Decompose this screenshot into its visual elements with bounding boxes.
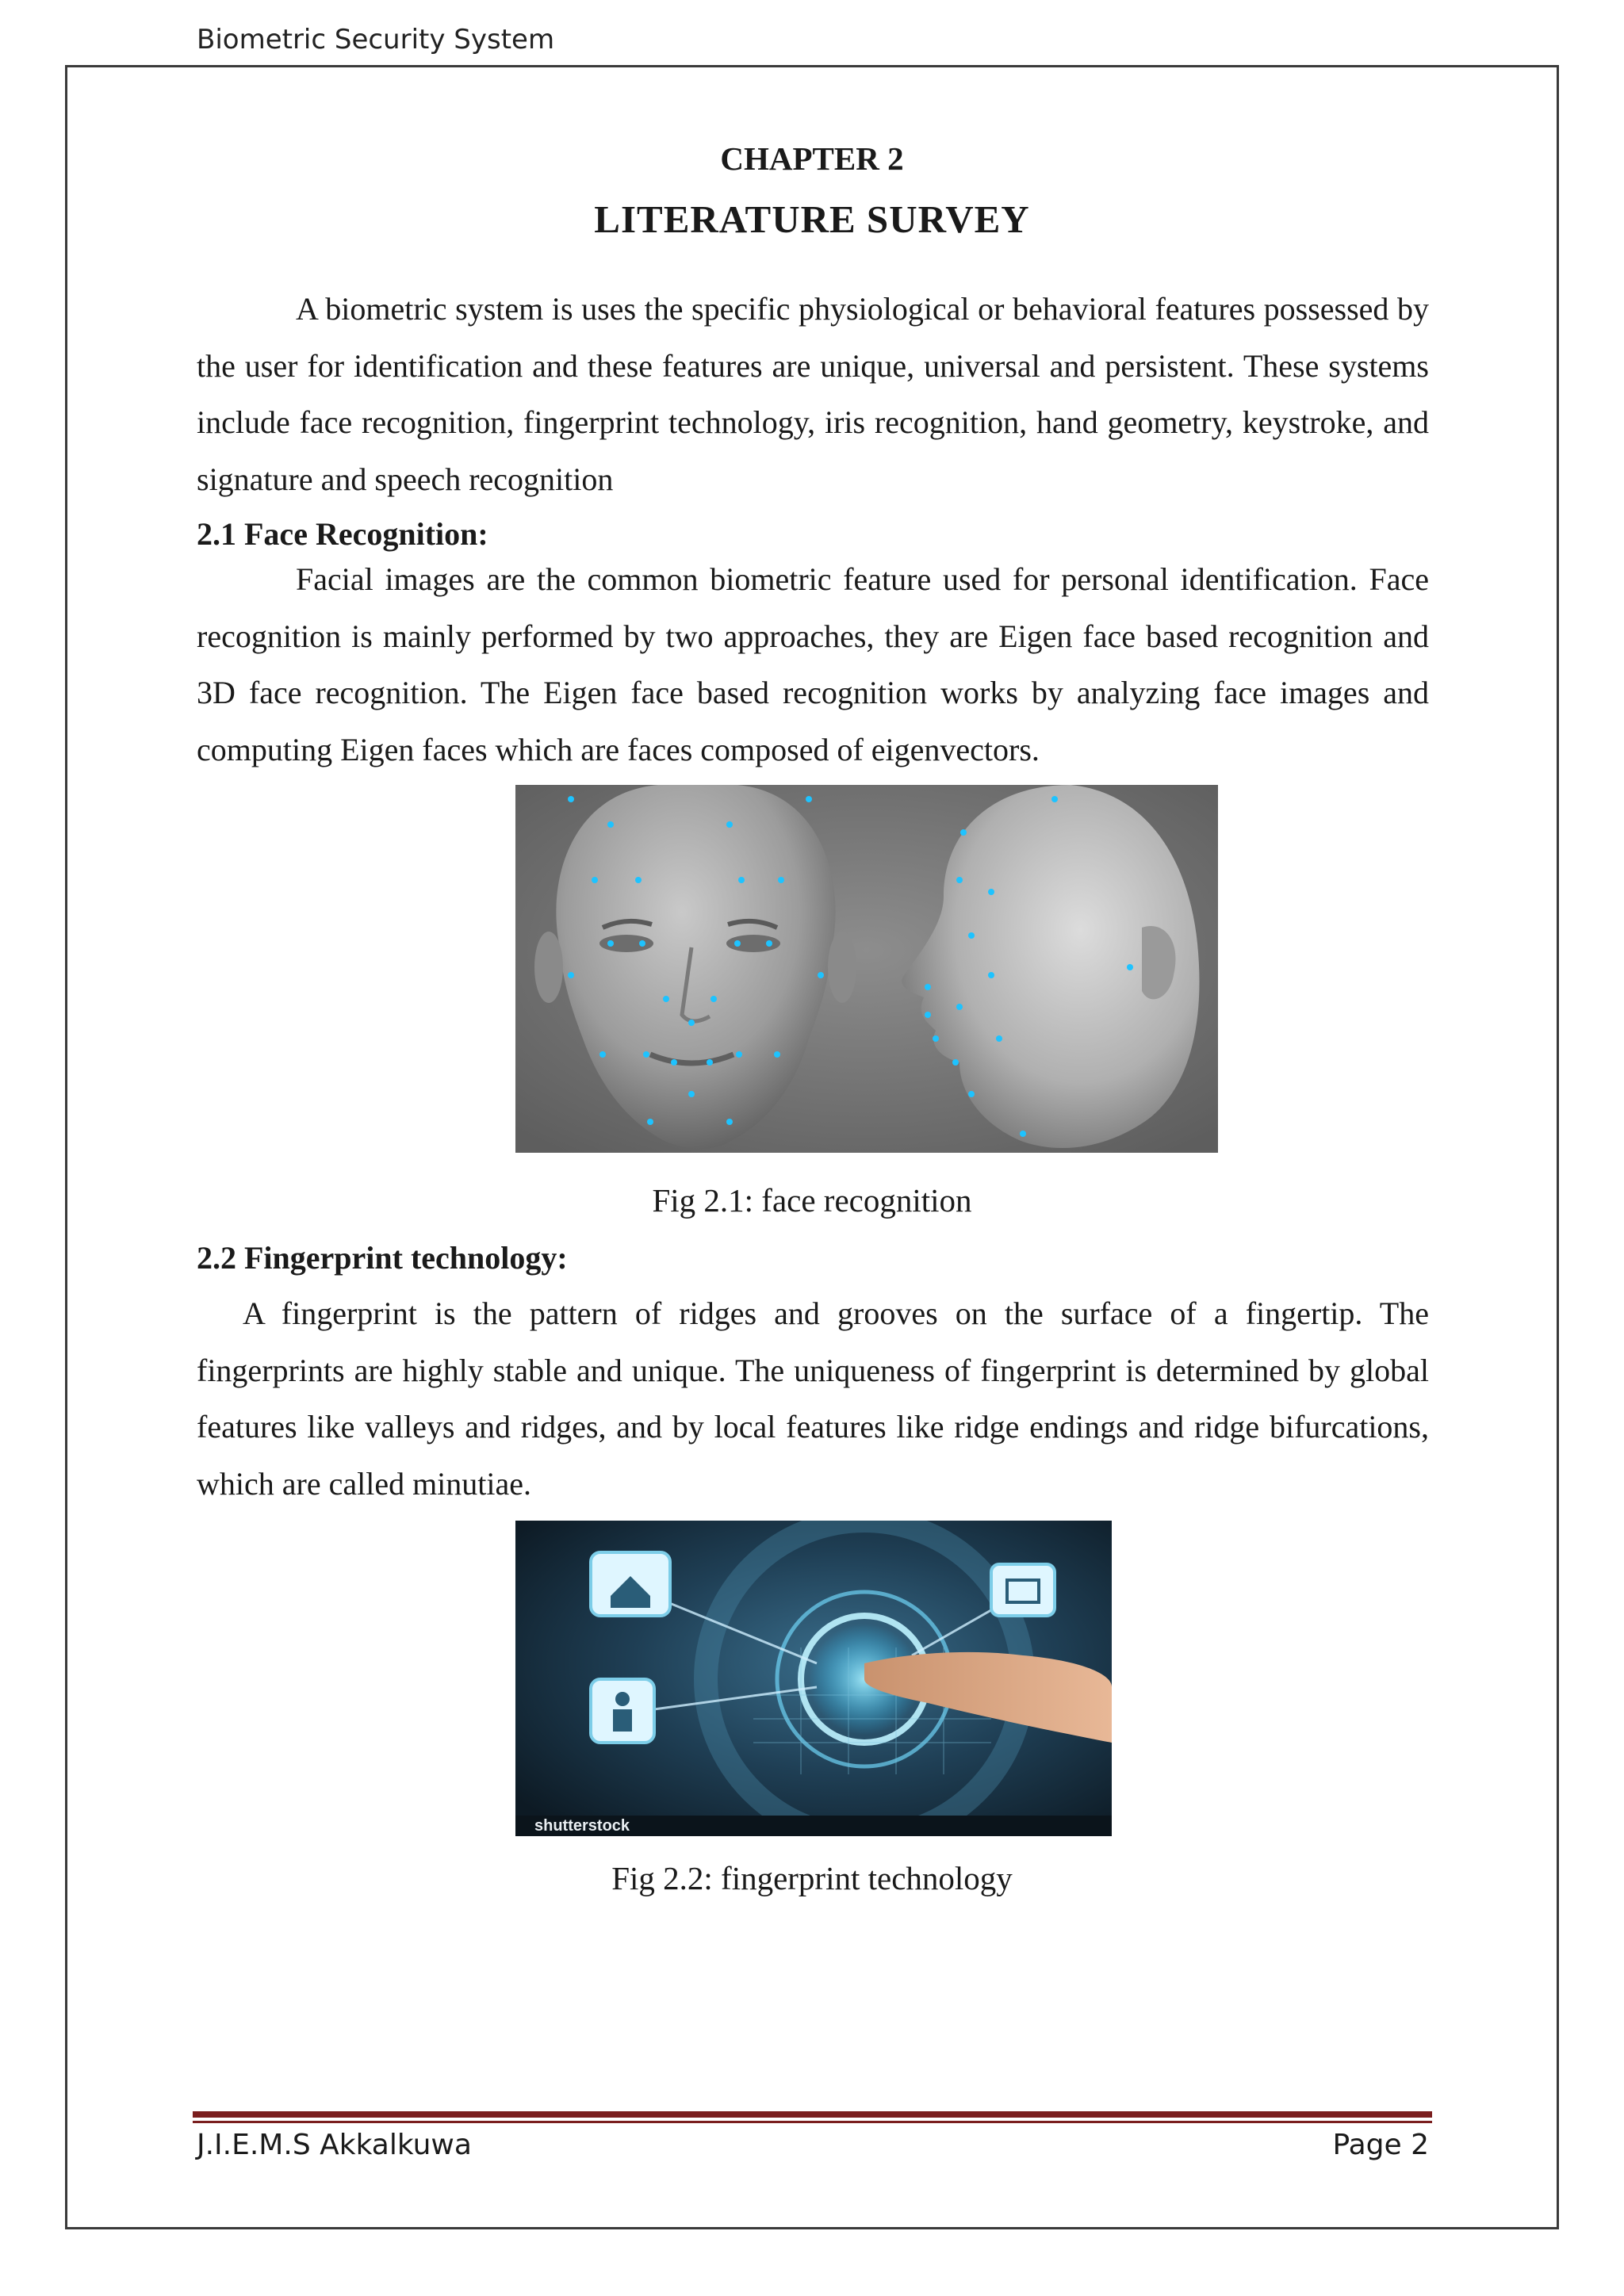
fingerprint-paragraph: A fingerprint is the pattern of ridges and grooves on the surface of a fingertip. The fingerprints are highly stable and unique. The uniqueness of fingerprint is determined by global features like valleys and ridges, and by local features like ridge endings and ridge bifurcations, which are called minutiae. [197,1295,1429,1502]
running-header: Biometric Security System [197,24,555,55]
chapter-title: LITERATURE SURVEY [594,197,1030,241]
face-recognition-image [515,785,1218,1153]
intro-paragraph: A biometric system is uses the specific physiological or behavioral features possessed by the user for identification and these features are unique, universal and persistent. These systems include face recognition, fingerprint technology, iris recognition, hand geometry, keystroke, and signature and speech recognition [197,291,1429,497]
footer-rule [193,2111,1432,2118]
section-heading-face-recognition: 2.1 Face Recognition: [197,516,488,552]
fingerprint-technology-image [515,1521,1112,1836]
section-heading-fingerprint: 2.2 Fingerprint technology: [197,1240,568,1276]
footer-rule-thin [193,2121,1432,2123]
footer-institution: J.I.E.M.S Akkalkuwa [197,2129,472,2161]
figure-caption-fingerprint: Fig 2.2: fingerprint technology [611,1860,1013,1896]
face-recognition-paragraph: Facial images are the common biometric feature used for personal identification. Face recognition is mainly performed by two approaches, they are Eigen face based recognition and 3D face recognition. The Eigen face based recognition works by analyzing face images and computing Eigen faces which are faces composed of eigenvectors. [197,561,1429,767]
figure-caption-face-recognition: Fig 2.1: face recognition [652,1182,972,1219]
page-number: Page 2 [1332,2129,1429,2161]
shutterstock-watermark: shutterstock [534,1817,630,1835]
chapter-label: CHAPTER 2 [720,140,904,177]
